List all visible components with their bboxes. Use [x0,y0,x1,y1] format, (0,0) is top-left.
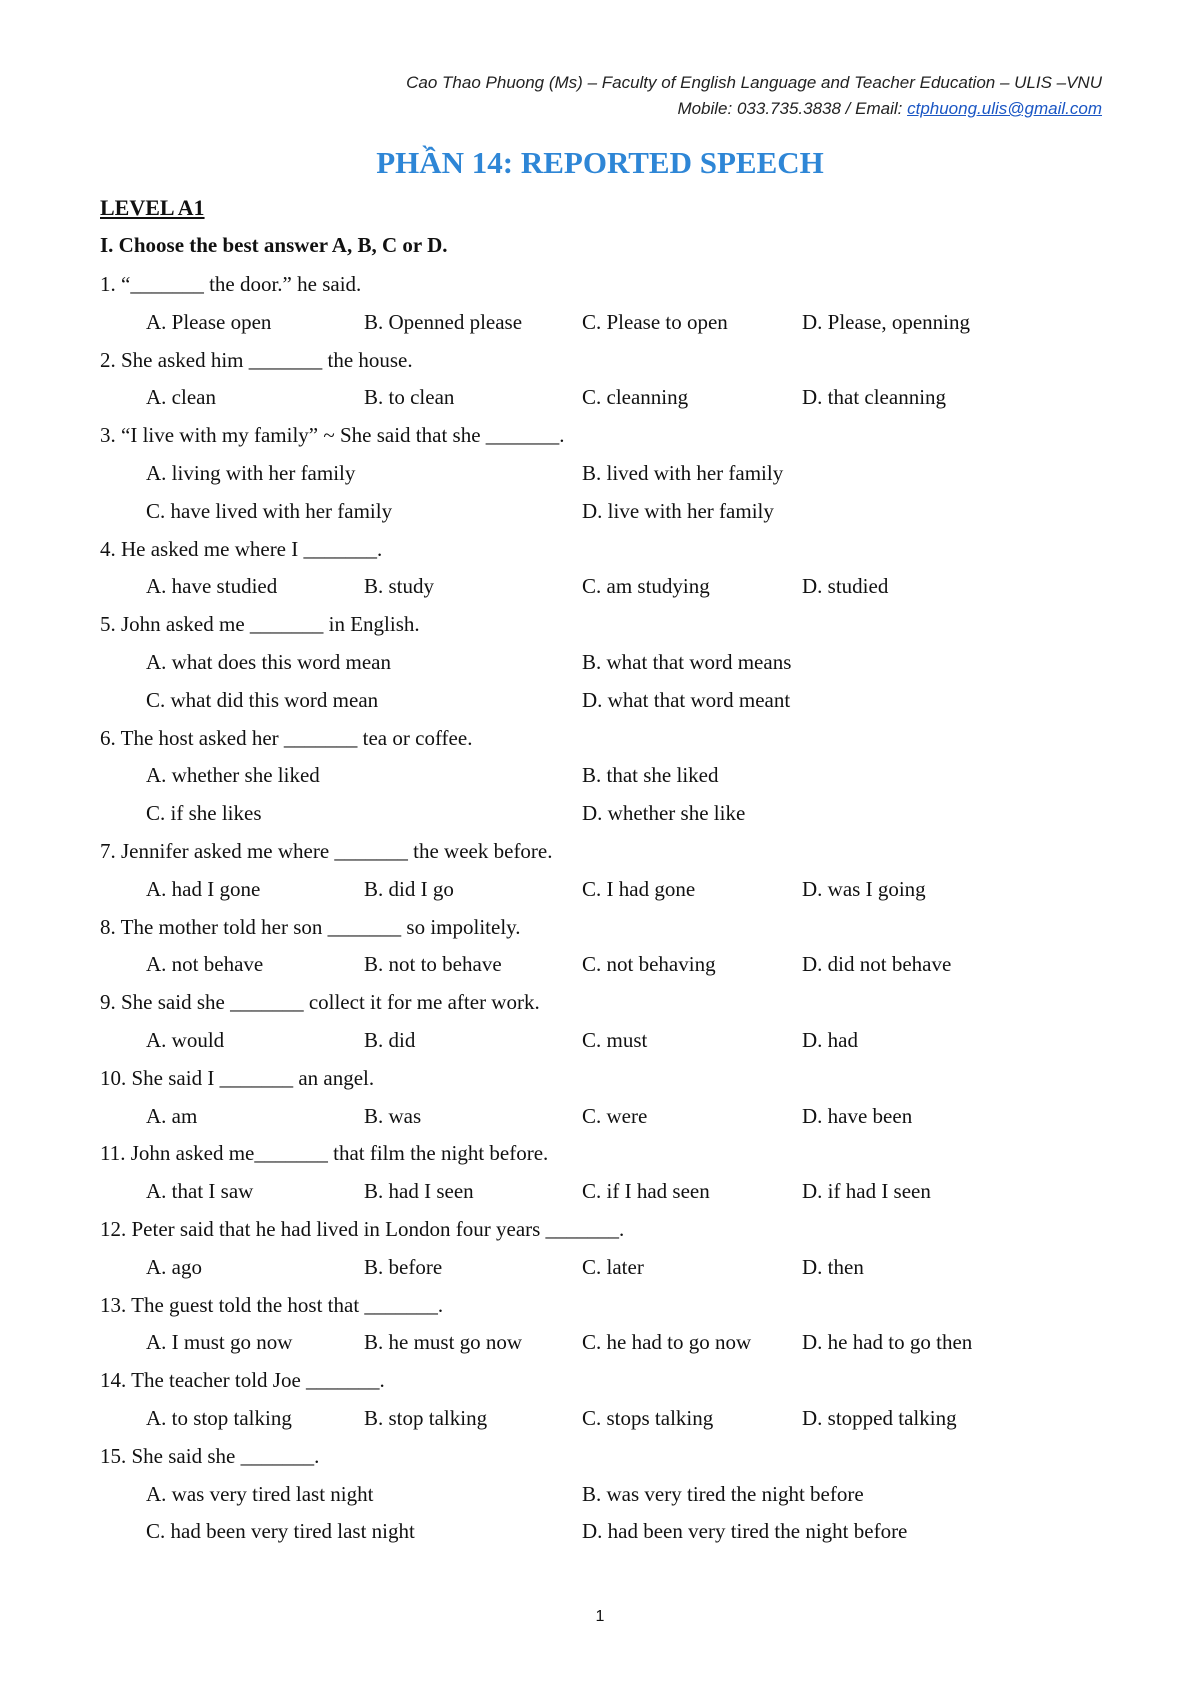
question-stem: 14. The teacher told Joe _______. [100,1368,385,1393]
answer-options [146,757,1100,833]
answer-option: B. that she liked [582,763,719,788]
answer-options [146,1173,1100,1211]
answer-option: C. he had to go now [582,1330,752,1355]
answer-option: D. Please, openning [802,309,970,334]
answer-option: A. ago [146,1254,202,1279]
answer-options [146,1022,1100,1060]
question-stem: 2. She asked him _______ the house. [100,347,413,372]
answer-option: C. cleanning [582,385,689,410]
answer-option: D. have been [802,1103,913,1128]
answer-option: C. must [582,1027,648,1052]
answer-options [146,1476,1100,1552]
answer-option: A. am [146,1103,198,1128]
question-item [100,833,1100,909]
answer-option: B. study [364,574,435,599]
answer-option: B. he must go now [364,1330,523,1355]
answer-options [146,1324,1100,1362]
answer-option: D. did not behave [802,952,952,977]
question-stem: 5. John asked me _______ in English. [100,612,420,637]
answer-options [146,568,1100,606]
question-item [100,1362,1100,1438]
answer-options [146,644,1100,720]
answer-option: D. if had I seen [802,1179,931,1204]
question-item [100,720,1100,833]
answer-option: B. lived with her family [582,460,784,485]
header-author-line: Cao Thao Phuong (Ms) – Faculty of English Language and Teacher Education – ULIS –VNU [406,73,1102,92]
question-item [100,417,1100,530]
answer-option: B. to clean [364,385,455,410]
answer-option: A. was very tired last night [146,1481,374,1506]
answer-option: C. later [582,1254,644,1279]
answer-option: D. had [802,1027,858,1052]
answer-option: A. would [146,1027,225,1052]
question-item [100,1060,1100,1136]
question-item [100,984,1100,1060]
answer-option: D. whether she like [582,801,746,826]
answer-option: D. was I going [802,876,926,901]
question-item [100,606,1100,719]
answer-option: B. did [364,1027,416,1052]
answer-options [146,871,1100,909]
question-stem: 1. “_______ the door.” he said. [100,272,362,296]
answer-option: B. had I seen [364,1179,474,1204]
email-link[interactable]: ctphuong.ulis@gmail.com [907,99,1102,118]
exercise-instruction: I. Choose the best answer A, B, C or D. [100,233,448,257]
answer-option: D. he had to go then [802,1330,973,1355]
answer-option: B. was [364,1103,422,1128]
answer-option: C. I had gone [582,876,696,901]
answer-option: A. not behave [146,952,264,977]
answer-options [146,946,1100,984]
question-item [100,531,1100,607]
answer-option: D. then [802,1254,864,1279]
answer-options [146,1249,1100,1287]
answer-option: D. stopped talking [802,1405,957,1430]
question-stem: 10. She said I _______ an angel. [100,1065,375,1090]
answer-option: C. Please to open [582,309,728,334]
answer-option: A. what does this word mean [146,649,391,674]
answer-option: C. if she likes [146,801,262,826]
answer-option: C. what did this word mean [146,687,379,712]
page-header [406,70,1102,122]
answer-option: B. Openned please [364,309,523,334]
question-stem: 8. The mother told her son _______ so impolitely. [100,914,521,939]
answer-option: A. have studied [146,574,278,599]
question-item [100,1438,1100,1551]
answer-option: C. am studying [582,574,710,599]
question-stem: 12. Peter said that he had lived in London four years _______. [100,1216,625,1241]
question-item [100,266,1100,342]
answer-option: A. that I saw [146,1179,254,1204]
answer-option: B. before [364,1254,443,1279]
answer-options [146,379,1100,417]
header-contact-line [406,96,1102,122]
answer-option: C. were [582,1103,648,1128]
answer-options [146,455,1100,531]
answer-option: B. what that word means [582,649,792,674]
answer-option: A. living with her family [146,460,356,485]
question-stem: 4. He asked me where I _______. [100,536,383,561]
answer-option: D. had been very tired the night before [582,1519,908,1544]
answer-option: C. had been very tired last night [146,1519,415,1544]
answer-options [146,1400,1100,1438]
header-mobile: Mobile: 033.735.3838 / Email: [677,99,908,118]
question-stem: 3. “I live with my family” ~ She said that she _______. [100,423,565,448]
question-item [100,342,1100,418]
answer-options [146,304,1100,342]
answer-option: D. studied [802,574,889,599]
page-number: 1 [595,1608,605,1625]
answer-option: A. to stop talking [146,1405,292,1430]
answer-option: A. Please open [146,309,272,334]
answer-option: C. not behaving [582,952,716,977]
question-stem: 7. Jennifer asked me where _______ the week before. [100,838,553,863]
answer-option: A. I must go now [146,1330,293,1355]
answer-option: B. did I go [364,876,454,901]
answer-option: D. what that word meant [582,687,791,712]
answer-option: A. had I gone [146,876,261,901]
question-item [100,1135,1100,1211]
question-list [100,266,1100,1551]
answer-option: C. have lived with her family [146,498,393,523]
question-stem: 11. John asked me_______ that film the night before. [100,1141,549,1166]
answer-option: D. that cleanning [802,385,947,410]
page-title: PHẦN 14: REPORTED SPEECH [376,145,824,180]
answer-option: D. live with her family [582,498,774,523]
question-stem: 15. She said she _______. [100,1443,320,1468]
answer-option: B. not to behave [364,952,502,977]
answer-option: C. if I had seen [582,1179,710,1204]
answer-option: C. stops talking [582,1405,714,1430]
answer-option: B. was very tired the night before [582,1481,864,1506]
question-item [100,1287,1100,1363]
question-item [100,909,1100,985]
answer-option: A. clean [146,385,216,410]
answer-options [146,1098,1100,1136]
question-stem: 6. The host asked her _______ tea or coffee. [100,725,473,750]
question-item [100,1211,1100,1287]
question-stem: 9. She said she _______ collect it for me after work. [100,990,540,1015]
question-stem: 13. The guest told the host that _______. [100,1292,444,1317]
answer-option: B. stop talking [364,1405,488,1430]
level-heading: LEVEL A1 [100,195,205,220]
answer-option: A. whether she liked [146,763,320,788]
